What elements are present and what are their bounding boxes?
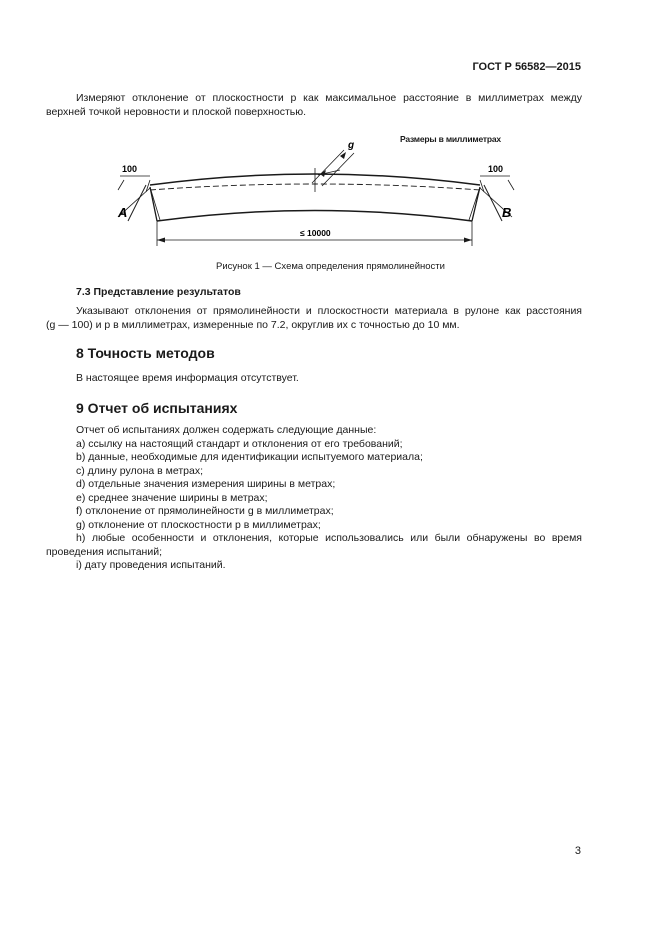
list-item: g) отклонение от плоскостности p в миллиметрах; (76, 518, 321, 531)
label-100-right: 100 (488, 164, 504, 174)
standard-designation: ГОСТ Р 56582—2015 (472, 61, 581, 73)
label-A: A (118, 205, 128, 220)
list-item: c) длину рулона в метрах; (76, 464, 203, 477)
dimensions-note: Размеры в миллиметрах (400, 134, 501, 144)
list-item: f) отклонение от прямолинейности g в миллиметрах; (76, 505, 334, 517)
list-item: i) дату проведения испытаний. (76, 559, 226, 571)
section-7-3-heading: 7.3 Представление результатов (76, 286, 241, 298)
straightness-diagram (0, 0, 661, 260)
section-9-heading: 9 Отчет об испытаниях (76, 400, 238, 416)
section-7-3-paragraph (46, 305, 582, 332)
section-8-heading: 8 Точность методов (76, 345, 215, 361)
section-7-3-line-1: Указывают отклонения от прямолинейности и плоскостности материала в рулоне как расстояния (76, 305, 582, 317)
label-B: B (502, 205, 512, 220)
list-item: a) ссылку на настоящий стандарт и отклонения от его требований; (76, 437, 403, 450)
section-9-intro: Отчет об испытаниях должен содержать следующие данные: (76, 424, 377, 436)
section-8-text: В настоящее время информация отсутствует. (76, 372, 299, 384)
label-length: ≤ 10000 (300, 228, 331, 238)
intro-line-1: Измеряют отклонение от плоскостности p как максимальное расстояние в миллиметрах между (76, 92, 582, 104)
roll-bottom-edge (157, 211, 472, 222)
page-number: 3 (574, 845, 581, 857)
left-support-line (128, 185, 146, 221)
figure-caption: Рисунок 1 — Схема определения прямолинейности (216, 261, 445, 272)
right-support-line (484, 185, 502, 221)
left-side-line (150, 187, 157, 221)
g-leader-2 (322, 153, 354, 186)
label-100-left: 100 (122, 164, 138, 174)
label-g: g (348, 140, 355, 151)
list-item-continuation: проведения испытаний; (46, 545, 162, 558)
dimension-arrow-right (464, 238, 472, 243)
intro-line-2: верхней точкой неровности и плоской поверхностью. (46, 105, 307, 118)
list-item: b) данные, необходимые для идентификации испытуемого материала; (76, 451, 423, 463)
list-item: e) среднее значение ширины в метрах; (76, 491, 268, 504)
dimension-arrow-left (157, 238, 165, 243)
right-side-line (472, 187, 480, 221)
g-leader-1 (312, 150, 344, 183)
list-item: d) отдельные значения измерения ширины в метрах; (76, 478, 336, 490)
section-7-3-line-2: (g — 100) и p в миллиметрах, измеренные по 7.2, округлив их с точностью до 10 мм. (46, 318, 460, 331)
section-9-content (46, 424, 582, 573)
list-item: h) любые особенности и отклонения, которые использовались или были обнаружены во время (76, 532, 582, 544)
